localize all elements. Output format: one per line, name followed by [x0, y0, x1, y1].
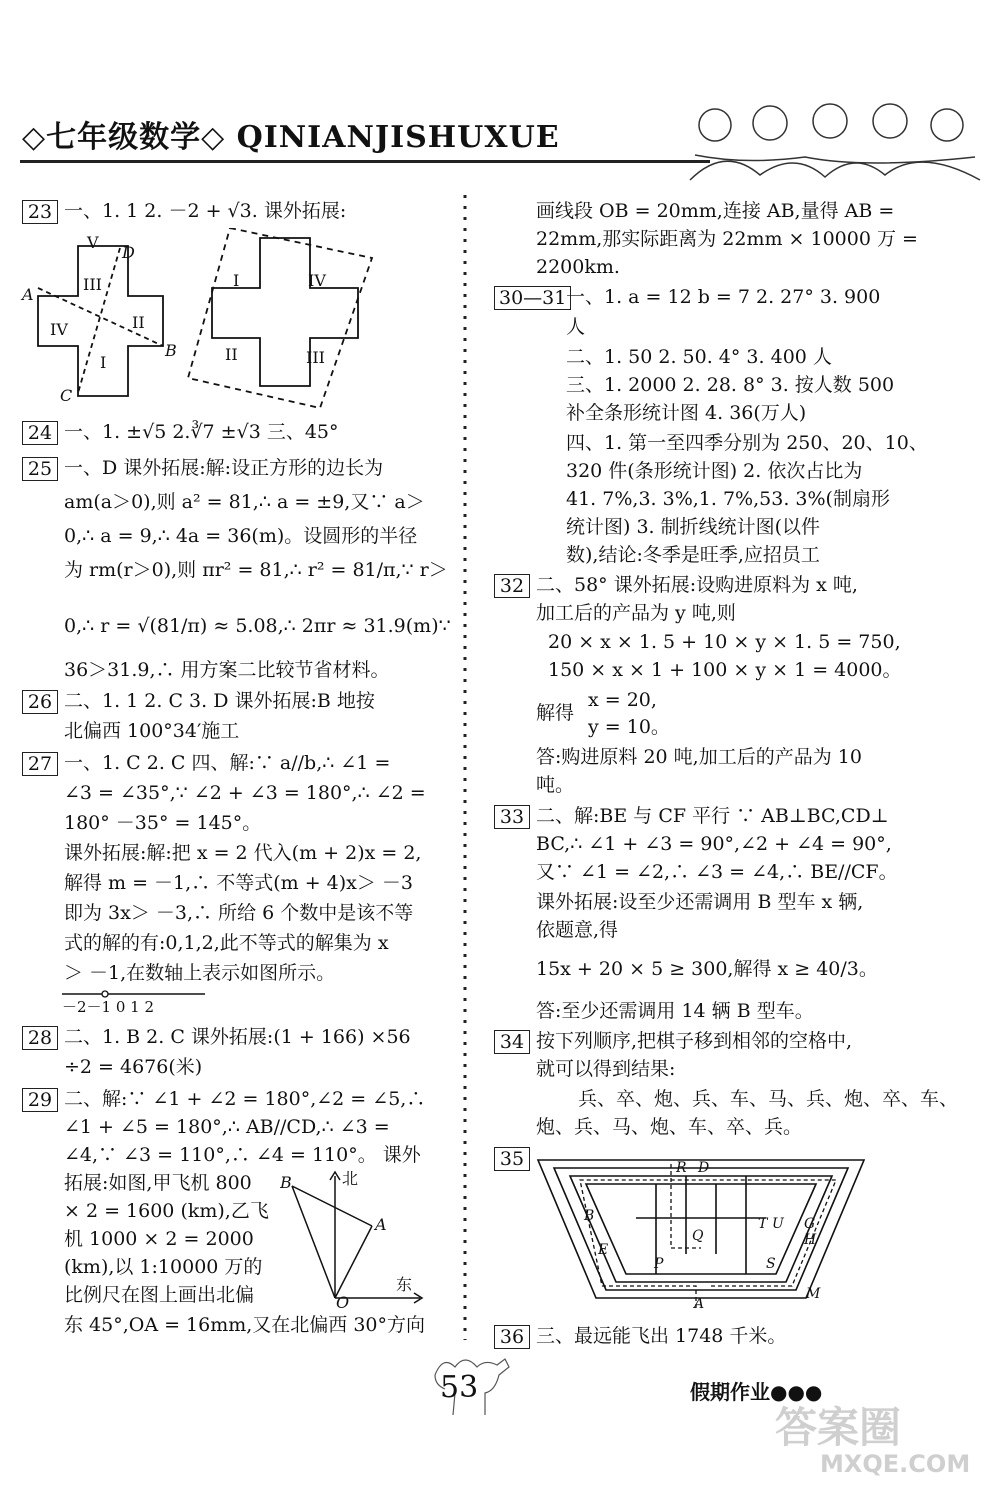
question-number: 32: [494, 574, 530, 598]
question-number: 30—31: [494, 286, 571, 310]
watermark-url: MXQE.COM: [820, 1450, 971, 1478]
svg-text:A: A: [22, 285, 34, 304]
svg-text:T: T: [758, 1216, 768, 1232]
maze-figure: [536, 1158, 866, 1310]
answer-line: y = 10。: [588, 716, 670, 738]
svg-text:G: G: [804, 1216, 816, 1232]
question-number: 36: [494, 1325, 530, 1349]
question-number: 34: [494, 1030, 530, 1054]
svg-text:III: III: [83, 275, 102, 294]
answer-line: 180° －35° = 145°。: [64, 812, 262, 834]
answer-line: 吨。: [536, 774, 575, 796]
column-divider: [462, 195, 468, 1340]
answer-line: 22mm,那实际距离为 22mm × 10000 万 =: [536, 228, 918, 250]
page-title: ◇七年级数学◇ QINIANJISHUXUE: [22, 120, 560, 155]
answer-line: 东 45°,OA = 16mm,又在北偏西 30°方向: [64, 1314, 426, 1336]
svg-text:E: E: [598, 1242, 609, 1258]
svg-text:II: II: [132, 313, 145, 332]
cross-figures: [20, 228, 440, 408]
header-rule: [20, 160, 710, 163]
answer-line: ∠3 = ∠35°,∵ ∠2 + ∠3 = 180°,∴ ∠2 =: [64, 782, 426, 804]
question-number: 26: [22, 690, 58, 714]
svg-text:B: B: [584, 1208, 595, 1224]
answer-line: 炮、兵、马、炮、车、卒、兵。: [536, 1116, 803, 1138]
svg-text:Q: Q: [692, 1228, 704, 1244]
question-number: 27: [22, 752, 58, 776]
question-number: 35: [494, 1147, 530, 1171]
svg-text:P: P: [654, 1256, 664, 1272]
question-number: 29: [22, 1088, 58, 1112]
flight-diagram: [280, 1168, 430, 1308]
answer-line: 机 1000 × 2 = 2000: [64, 1228, 254, 1250]
label-v: V: [87, 233, 99, 252]
answer-line: 36＞31.9,∴ 用方案二比较节省材料。: [64, 659, 390, 681]
answer-line: 三、1. 2000 2. 28. 8° 3. 按人数 500: [566, 374, 895, 396]
answer-line: 一、1. ±√5 2.∛7 ±√3 三、45°: [64, 421, 339, 443]
answer-line: 拓展:如图,甲飞机 800: [64, 1172, 252, 1194]
question-number: 33: [494, 805, 530, 829]
answer-line: 320 件(条形统计图) 2. 依次占比为: [566, 460, 863, 482]
answer-line: 课外拓展:设至少还需调用 B 型车 x 辆,: [536, 891, 864, 913]
answer-line: 答:至少还需调用 14 辆 B 型车。: [536, 1000, 814, 1022]
answer-line: 比例尺在图上画出北偏: [64, 1284, 255, 1306]
answer-line: 二、1. 50 2. 50. 4° 3. 400 人: [566, 346, 832, 368]
answer-line: 二、1. 1 2. C 3. D 课外拓展:B 地按: [64, 690, 375, 712]
question-number: 23: [22, 200, 58, 224]
svg-text:I: I: [233, 271, 240, 290]
answer-line: 一、1. C 2. C 四、解:∵ a//b,∴ ∠1 =: [64, 752, 391, 774]
answer-line: 兵、卒、炮、兵、车、马、兵、炮、卒、车、: [578, 1088, 959, 1110]
number-line: [60, 986, 210, 1016]
answer-line: 二、解:BE 与 CF 平行 ∵ AB⊥BC,CD⊥: [536, 805, 889, 827]
answer-line: 统计图) 3. 制折线统计图(以件: [566, 516, 821, 538]
answer-line: ＞ －1,在数轴上表示如图所示。: [64, 962, 336, 984]
svg-text:H: H: [804, 1232, 817, 1248]
footer-label: 假期作业●●●: [690, 1380, 823, 1404]
answer-line: 20 × x × 1. 5 + 10 × y × 1. 5 = 750,: [548, 631, 901, 653]
answer-line: 0,∴ r = √(81/π) ≈ 5.08,∴ 2πr ≈ 31.9(m)∵: [64, 615, 451, 637]
answer-line: (km),以 1:10000 万的: [64, 1256, 263, 1278]
answer-line: 课外拓展:解:把 x = 2 代入(m + 2)x = 2,: [64, 842, 422, 864]
answer-line: 按下列顺序,把棋子移到相邻的空格中,: [536, 1030, 853, 1052]
answer-line: 2200km.: [536, 256, 620, 278]
answer-line: 为 rm(r＞0),则 πr² = 81,∴ r² = 81/π,∵ r＞: [64, 559, 448, 581]
svg-text:C: C: [60, 386, 73, 405]
svg-text:III: III: [306, 348, 325, 367]
answer-line: 就可以得到结果:: [536, 1058, 676, 1080]
answer-line: 答:购进原料 20 吨,加工后的产品为 10: [536, 746, 862, 768]
answer-line: 41. 7%,3. 3%,1. 7%,53. 3%(制扇形: [566, 488, 890, 510]
svg-text:II: II: [225, 345, 238, 364]
answer-line: × 2 = 1600 (km),乙飞: [64, 1200, 269, 1222]
svg-text:B: B: [165, 341, 177, 360]
svg-text:O: O: [336, 1293, 350, 1308]
answer-line: ∠1 + ∠5 = 180°,∴ AB//CD,∴ ∠3 =: [64, 1116, 390, 1138]
watermark-logo: 答案圈: [775, 1403, 902, 1452]
answer-line: 二、58° 课外拓展:设购进原料为 x 吨,: [536, 574, 858, 596]
answer-line: 二、解:∵ ∠1 + ∠2 = 180°,∠2 = ∠5,∴: [64, 1088, 426, 1110]
svg-text:U: U: [772, 1216, 784, 1232]
answer-line: 又∵ ∠1 = ∠2,∴ ∠3 = ∠4,∴ BE//CF。: [536, 861, 898, 883]
svg-text:IV: IV: [50, 320, 68, 339]
answer-line: 解得 m = －1,∴ 不等式(m + 4)x＞ －3: [64, 872, 413, 894]
answer-line: 即为 3x＞ －3,∴ 所给 6 个数中是该不等: [64, 902, 414, 924]
svg-text:A: A: [375, 1215, 387, 1234]
answer-line: ∠4,∵ ∠3 = 110°,∴ ∠4 = 110°。 课外: [64, 1144, 421, 1166]
question-number: 24: [22, 421, 58, 445]
answer-line: 三、最远能飞出 1748 千米。: [536, 1325, 787, 1347]
page-number: 53: [440, 1370, 479, 1405]
question-number: 28: [22, 1026, 58, 1050]
header-illustration: [685, 95, 985, 185]
svg-text:I: I: [100, 353, 107, 372]
answer-line: ÷2 = 4676(米): [64, 1056, 203, 1078]
axis-labels: －2－1 0 1 2: [62, 998, 155, 1016]
answer-line: 150 × x × 1 + 100 × y × 1 = 4000。: [548, 659, 902, 681]
answer-line: 四、1. 第一至四季分别为 250、20、10、: [566, 432, 928, 454]
answer-line: 一、1. a = 12 b = 7 2. 27° 3. 900: [566, 286, 881, 308]
svg-text:北: 北: [342, 1169, 359, 1188]
answer-line: am(a＞0),则 a² = 81,∴ a = ±9,又∵ a＞: [64, 491, 425, 513]
svg-text:东: 东: [396, 1275, 413, 1294]
answer-line: x = 20,: [588, 689, 657, 711]
svg-text:S: S: [766, 1256, 776, 1272]
question-number: 25: [22, 457, 58, 481]
answer-line: 画线段 OB = 20mm,连接 AB,量得 AB =: [536, 200, 895, 222]
answer-line: BC,∴ ∠1 + ∠3 = 90°,∠2 + ∠4 = 90°,: [536, 833, 892, 855]
svg-text:B: B: [280, 1173, 292, 1192]
svg-text:M: M: [806, 1286, 821, 1302]
answer-line: 补全条形统计图 4. 36(万人): [566, 402, 807, 424]
svg-text:D: D: [698, 1160, 710, 1176]
answer-line: 加工后的产品为 y 吨,则: [536, 602, 736, 624]
answer-line: 式的解的有:0,1,2,此不等式的解集为 x: [64, 932, 389, 954]
answer-line: 数),结论:冬季是旺季,应招员工: [566, 544, 820, 566]
svg-text:IV: IV: [308, 271, 326, 290]
svg-text:A: A: [694, 1296, 705, 1310]
svg-text:D: D: [122, 243, 135, 262]
answer-line: 二、1. B 2. C 课外拓展:(1 + 166) ×56: [64, 1026, 411, 1048]
answer-line: 一、D 课外拓展:解:设正方形的边长为: [64, 457, 384, 479]
answer-line: 解得: [536, 702, 575, 724]
answer-line: 人: [566, 316, 586, 338]
answer-line: 依题意,得: [536, 919, 619, 941]
answer-line: 0,∴ a = 9,∴ 4a = 36(m)。设圆形的半径: [64, 525, 418, 547]
answer-line: 15x + 20 × 5 ≥ 300,解得 x ≥ 40/3。: [536, 958, 878, 980]
answer-line: 一、1. 1 2. －2 + √3. 课外拓展:: [64, 200, 347, 222]
svg-text:R: R: [676, 1160, 687, 1176]
answer-line: 北偏西 100°34′施工: [64, 720, 240, 742]
